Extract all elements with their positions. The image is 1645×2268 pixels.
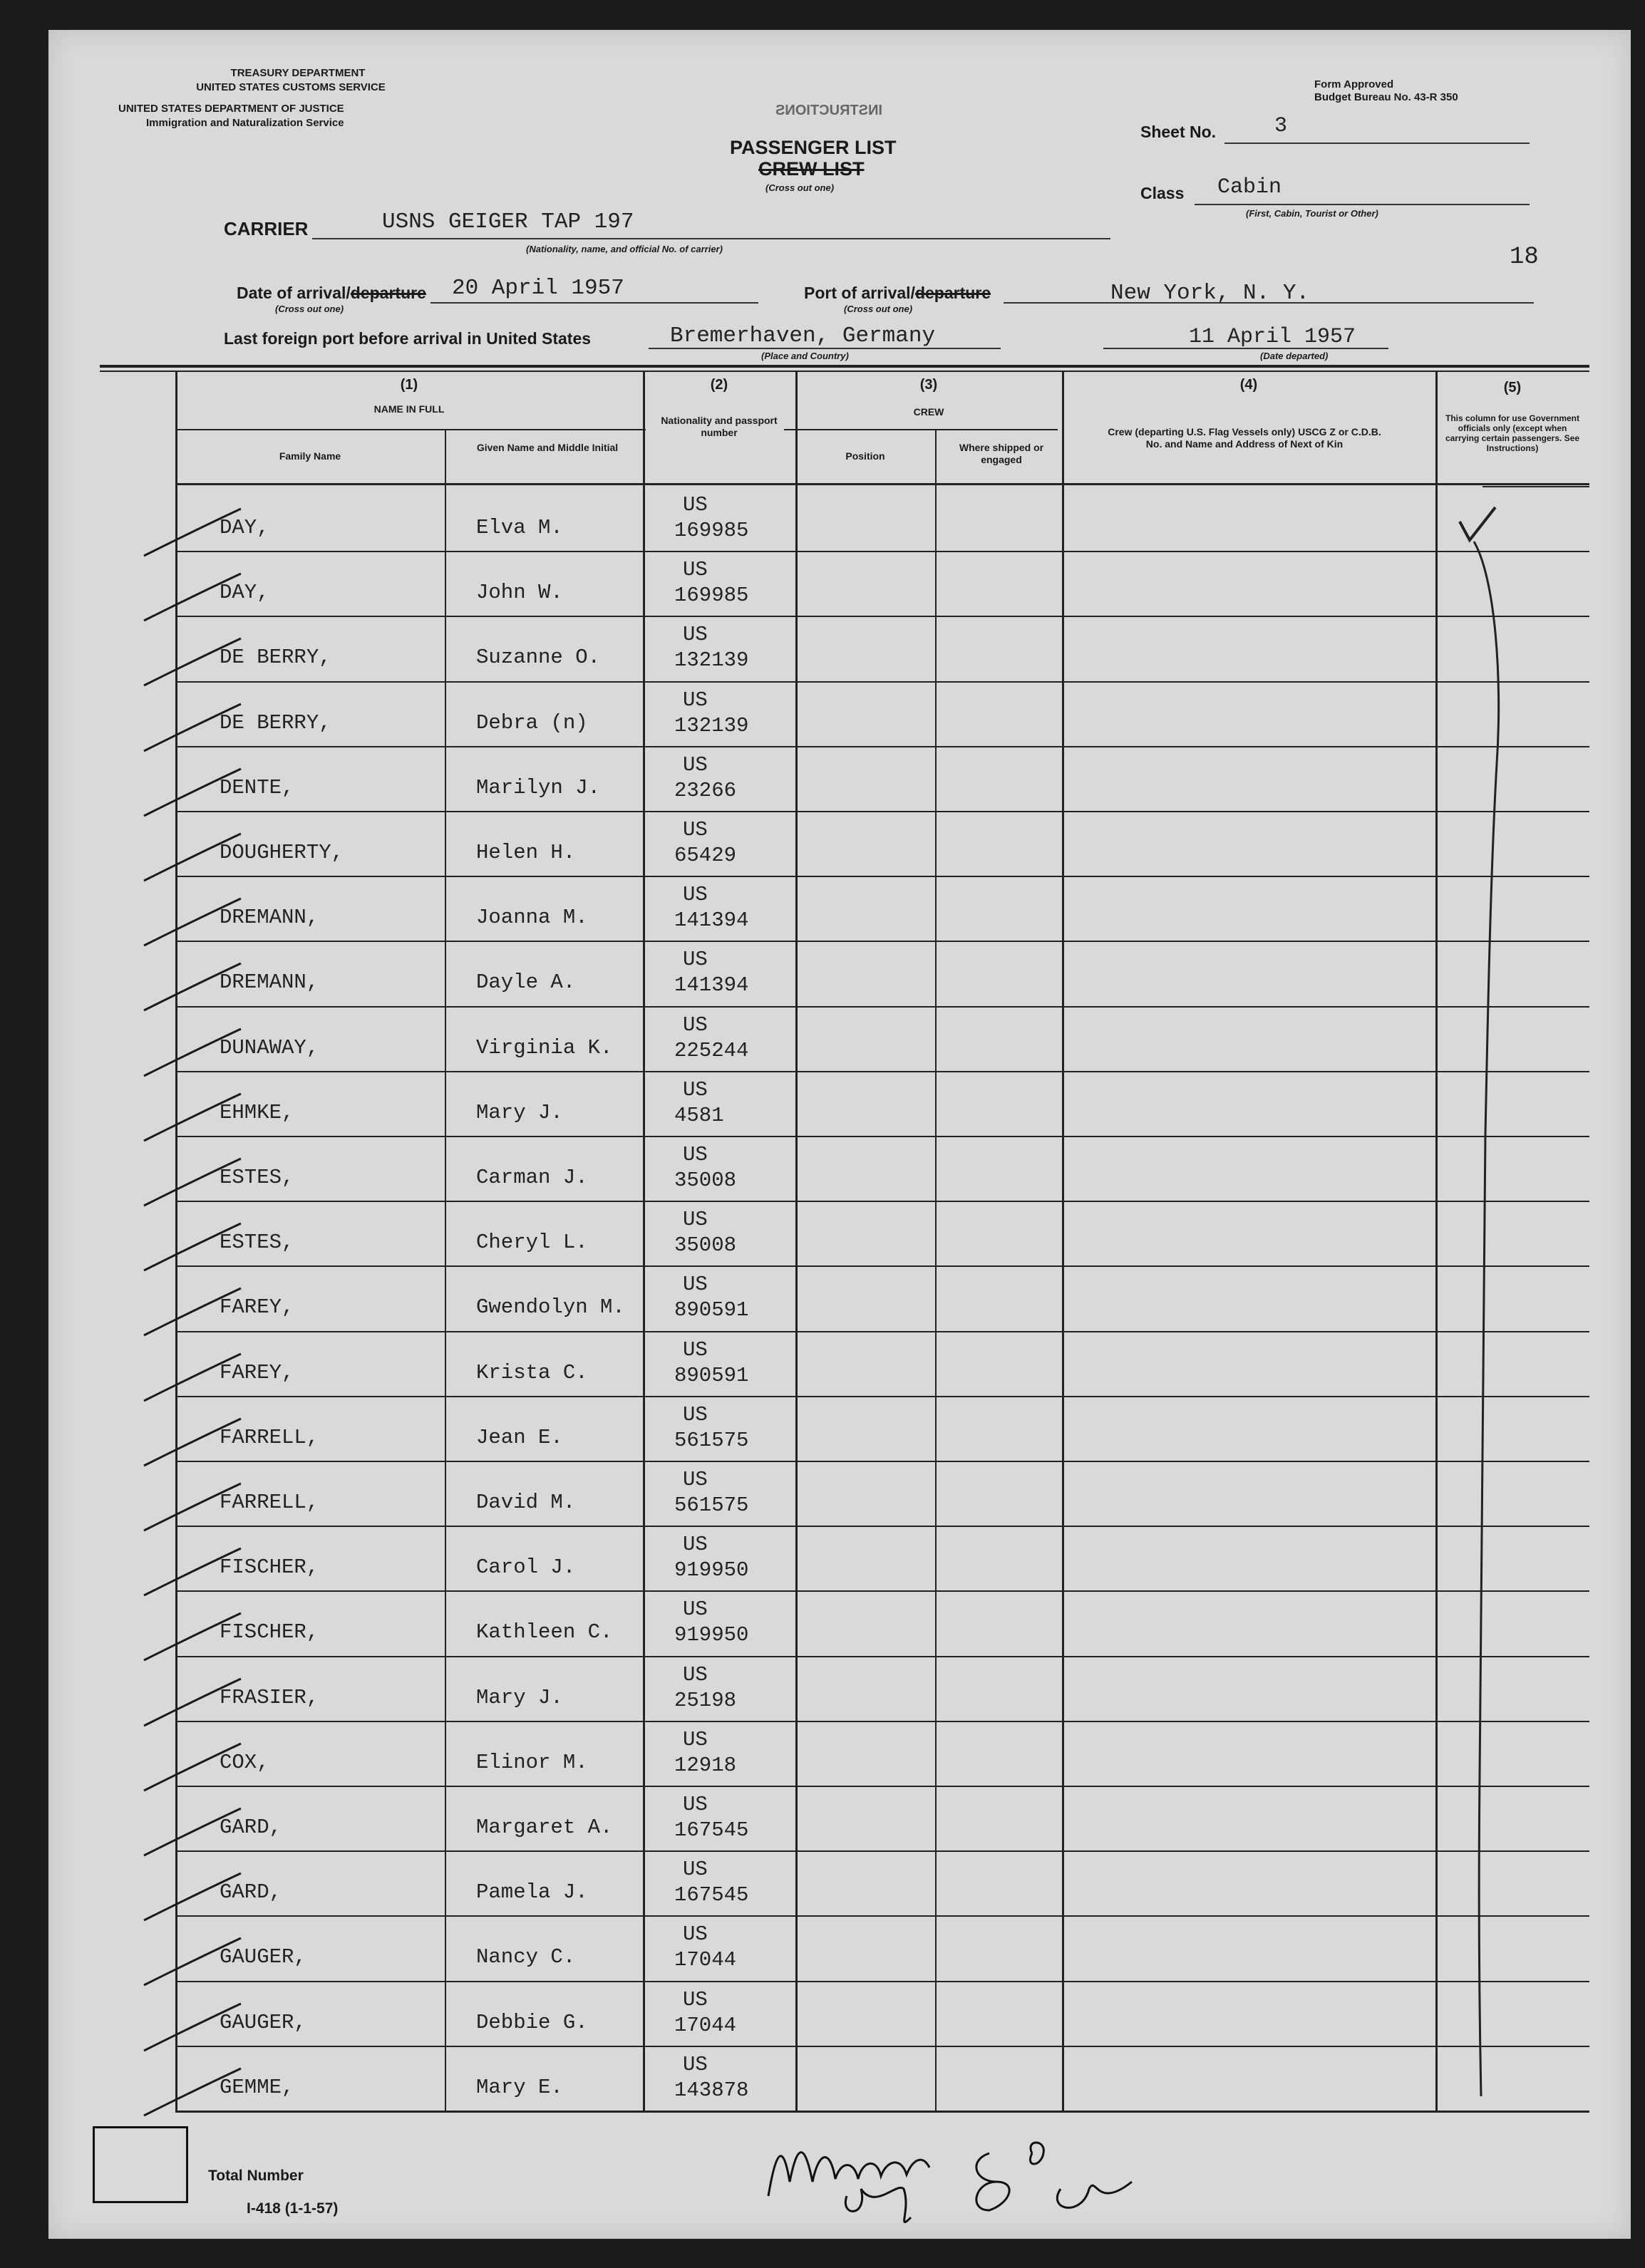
handwritten-note bbox=[761, 2111, 1203, 2235]
agency-line-2: UNITED STATES CUSTOMS SERVICE bbox=[196, 81, 386, 93]
page-number: 18 bbox=[1510, 244, 1539, 271]
table-row bbox=[48, 1915, 1589, 1980]
nationality: US bbox=[683, 1533, 708, 1557]
last-port-value: Bremerhaven, Germany bbox=[670, 323, 936, 348]
family-name: FARRELL, bbox=[220, 1425, 319, 1449]
passport-number: 919950 bbox=[674, 1558, 749, 1583]
col1-family: Family Name bbox=[279, 450, 341, 462]
nationality: US bbox=[683, 1208, 708, 1232]
given-name: Krista C. bbox=[476, 1360, 588, 1384]
budget-bureau: Budget Bureau No. 43-R 350 bbox=[1314, 91, 1458, 103]
date-label: Date of arrival/departure bbox=[237, 284, 426, 302]
carrier-value: USNS GEIGER TAP 197 bbox=[382, 209, 634, 234]
given-name: Elva M. bbox=[476, 516, 563, 539]
table-row bbox=[48, 551, 1589, 616]
family-name: GEMME, bbox=[220, 2075, 294, 2099]
passport-number: 561575 bbox=[674, 1493, 749, 1517]
given-name: Helen H. bbox=[476, 841, 576, 864]
passport-number: 35008 bbox=[674, 1169, 737, 1192]
passport-number: 167545 bbox=[674, 1818, 749, 1842]
table-row bbox=[48, 1136, 1589, 1201]
family-name: DREMANN, bbox=[220, 970, 319, 995]
family-name: ESTES, bbox=[220, 1231, 294, 1255]
nationality: US bbox=[683, 752, 708, 777]
given-name: Suzanne O. bbox=[476, 646, 601, 670]
family-name: DAY, bbox=[220, 516, 269, 539]
passport-number: 890591 bbox=[674, 1363, 749, 1387]
col3-title: CREW bbox=[913, 406, 944, 418]
given-name: Dayle A. bbox=[476, 970, 576, 995]
passport-number: 919950 bbox=[674, 1623, 749, 1647]
given-name: Pamela J. bbox=[476, 1880, 588, 1905]
table-row bbox=[48, 1786, 1589, 1850]
col3-shipped: Where shipped or engaged bbox=[959, 442, 1044, 465]
family-name: FRASIER, bbox=[220, 1685, 319, 1709]
family-name: COX, bbox=[220, 1750, 269, 1774]
family-name: FAREY, bbox=[220, 1295, 294, 1320]
passport-number: 169985 bbox=[674, 519, 749, 542]
instructions-mirror-text: INSTRUCTIONS bbox=[775, 103, 882, 118]
handwritten-note-signature bbox=[761, 2111, 1203, 2232]
table-row bbox=[48, 1461, 1589, 1526]
family-name: DUNAWAY, bbox=[220, 1035, 319, 1060]
last-port-label: Last foreign port before arrival in United States bbox=[224, 329, 592, 348]
passport-number: 141394 bbox=[674, 908, 749, 933]
family-name: GARD, bbox=[220, 1880, 282, 1905]
date-departed-value: 11 April 1957 bbox=[1189, 325, 1356, 349]
passport-number: 35008 bbox=[674, 1233, 737, 1258]
nationality: US bbox=[683, 1858, 708, 1882]
table-row bbox=[48, 1656, 1589, 1721]
agency-line-3: UNITED STATES DEPARTMENT OF JUSTICE bbox=[118, 103, 344, 115]
passport-number: 23266 bbox=[674, 778, 737, 802]
nationality: US bbox=[683, 558, 708, 582]
passport-number: 4581 bbox=[674, 1103, 724, 1127]
table-row bbox=[48, 1006, 1589, 1071]
total-label: Total Number bbox=[208, 2168, 304, 2184]
given-name: David M. bbox=[476, 1491, 576, 1514]
nationality: US bbox=[683, 1013, 708, 1037]
carrier-hint: (Nationality, name, and official No. of carrier) bbox=[526, 244, 723, 254]
table-row bbox=[48, 1265, 1589, 1330]
form-number: I-418 (1-1-57) bbox=[247, 2200, 339, 2217]
nationality: US bbox=[683, 1727, 708, 1751]
table-row bbox=[48, 746, 1589, 811]
nationality: US bbox=[683, 818, 708, 842]
given-name: Mary J. bbox=[476, 1100, 563, 1124]
family-name: DENTE, bbox=[220, 775, 294, 799]
table-row bbox=[48, 1201, 1589, 1265]
date-hint: (Cross out one) bbox=[275, 304, 344, 314]
table-row bbox=[48, 1590, 1589, 1655]
col1-given: Given Name and Middle Initial bbox=[476, 442, 619, 453]
class-value: Cabin bbox=[1217, 175, 1282, 200]
table-row bbox=[48, 1850, 1589, 1915]
table-row bbox=[48, 1721, 1589, 1786]
col3-position: Position bbox=[845, 450, 885, 462]
family-name: GAUGER, bbox=[220, 2010, 306, 2034]
port-hint: (Cross out one) bbox=[844, 304, 913, 314]
given-name: Carman J. bbox=[476, 1166, 588, 1189]
col1-number: (1) bbox=[400, 377, 418, 393]
date-departed-hint: (Date departed) bbox=[1260, 351, 1329, 361]
passport-number: 25198 bbox=[674, 1688, 737, 1712]
family-name: ESTES, bbox=[220, 1166, 294, 1189]
nationality: US bbox=[683, 1337, 708, 1362]
given-name: Jean E. bbox=[476, 1425, 563, 1449]
table-row bbox=[48, 1331, 1589, 1396]
col2-title: Nationality and passport number bbox=[661, 415, 778, 438]
family-name: EHMKE, bbox=[220, 1100, 294, 1124]
form-sheet bbox=[48, 30, 1631, 2239]
table-row bbox=[48, 1396, 1589, 1461]
passport-number: 141394 bbox=[674, 973, 749, 998]
given-name: Joanna M. bbox=[476, 906, 588, 930]
passport-number: 143878 bbox=[674, 2078, 749, 2102]
family-name: FISCHER, bbox=[220, 1620, 319, 1645]
given-name: Carol J. bbox=[476, 1555, 576, 1580]
passport-number: 17044 bbox=[674, 2013, 737, 2037]
nationality: US bbox=[683, 1987, 708, 2011]
passport-number: 17044 bbox=[674, 1948, 737, 1972]
nationality: US bbox=[683, 1077, 708, 1102]
given-name: Nancy C. bbox=[476, 1945, 576, 1969]
col4-number: (4) bbox=[1239, 377, 1258, 393]
given-name: Elinor M. bbox=[476, 1750, 588, 1774]
given-name: Margaret A. bbox=[476, 1816, 613, 1839]
class-hint: (First, Cabin, Tourist or Other) bbox=[1246, 208, 1378, 219]
given-name: Mary J. bbox=[476, 1685, 563, 1709]
passport-number: 132139 bbox=[674, 713, 749, 737]
family-name: FISCHER, bbox=[220, 1555, 319, 1580]
given-name: Virginia K. bbox=[476, 1035, 613, 1060]
passport-number: 225244 bbox=[674, 1038, 749, 1062]
family-name: FARRELL, bbox=[220, 1491, 319, 1514]
given-name: Gwendolyn M. bbox=[476, 1295, 625, 1320]
given-name: Debbie G. bbox=[476, 2010, 588, 2034]
given-name: Marilyn J. bbox=[476, 775, 601, 799]
given-name: Debra (n) bbox=[476, 710, 588, 735]
family-name: DOUGHERTY, bbox=[220, 841, 344, 864]
nationality: US bbox=[683, 1793, 708, 1816]
family-name: DAY, bbox=[220, 581, 269, 605]
nationality: US bbox=[683, 1662, 708, 1687]
review-checkmark bbox=[1445, 493, 1545, 2103]
passport-number: 65429 bbox=[674, 844, 737, 867]
passport-number: 561575 bbox=[674, 1428, 749, 1452]
tally-mark bbox=[141, 2060, 248, 2124]
table-row bbox=[48, 1071, 1589, 1136]
table-row bbox=[48, 876, 1589, 941]
class-label: Class bbox=[1140, 184, 1185, 202]
passport-number: 890591 bbox=[674, 1298, 749, 1322]
total-number-box bbox=[93, 2126, 188, 2203]
nationality: US bbox=[683, 1273, 708, 1297]
table-row bbox=[48, 1526, 1589, 1590]
nationality: US bbox=[683, 493, 708, 517]
table-row bbox=[48, 486, 1589, 551]
title-crew-list: CREW LIST bbox=[758, 158, 865, 180]
col2-number: (2) bbox=[710, 377, 728, 393]
passport-number: 132139 bbox=[674, 648, 749, 673]
nationality: US bbox=[683, 1468, 708, 1491]
agency-line-1: TREASURY DEPARTMENT bbox=[230, 67, 366, 79]
nationality: US bbox=[683, 688, 708, 712]
carrier-label: CARRIER bbox=[224, 218, 309, 239]
given-name: Mary E. bbox=[476, 2075, 563, 2099]
passport-number: 167545 bbox=[674, 1883, 749, 1907]
nationality: US bbox=[683, 623, 708, 647]
agency-line-4: Immigration and Naturalization Service bbox=[146, 117, 344, 129]
table-row bbox=[48, 941, 1589, 1005]
given-name: John W. bbox=[476, 581, 563, 605]
date-value: 20 April 1957 bbox=[452, 276, 624, 301]
table-row bbox=[48, 681, 1589, 746]
port-label: Port of arrival/departure bbox=[804, 284, 991, 302]
sheet-value: 3 bbox=[1274, 114, 1288, 138]
nationality: US bbox=[683, 1598, 708, 1622]
col4-title: Crew (departing U.S. Flag Vessels only) USCG Z or C.D.B. No. and Name and Address of Next of Kin bbox=[1108, 426, 1381, 450]
title-passenger-list: PASSENGER LIST bbox=[730, 137, 897, 158]
family-name: FAREY, bbox=[220, 1360, 294, 1384]
passport-number: 169985 bbox=[674, 584, 749, 608]
col3-number: (3) bbox=[919, 377, 938, 393]
nationality: US bbox=[683, 883, 708, 907]
table-row bbox=[48, 616, 1589, 680]
table-row bbox=[48, 1981, 1589, 2046]
passport-number: 12918 bbox=[674, 1753, 737, 1777]
col5-number: (5) bbox=[1503, 380, 1522, 395]
family-name: DE BERRY, bbox=[220, 710, 331, 735]
col5-title: This column for use Government officials only (except when carrying certain passengers. See Instructions) bbox=[1445, 413, 1580, 453]
nationality: US bbox=[683, 1402, 708, 1426]
col1-title: NAME IN FULL bbox=[373, 403, 445, 415]
cross-out-hint: (Cross out one) bbox=[765, 182, 835, 193]
family-name: GAUGER, bbox=[220, 1945, 306, 1969]
given-name: Kathleen C. bbox=[476, 1620, 613, 1645]
table-row bbox=[48, 811, 1589, 876]
nationality: US bbox=[683, 1143, 708, 1166]
last-port-hint: (Place and Country) bbox=[761, 351, 849, 361]
form-approved: Form Approved bbox=[1314, 78, 1394, 90]
sheet-label: Sheet No. bbox=[1140, 123, 1217, 141]
nationality: US bbox=[683, 2052, 708, 2076]
family-name: DE BERRY, bbox=[220, 646, 331, 670]
nationality: US bbox=[683, 948, 708, 972]
family-name: DREMANN, bbox=[220, 906, 319, 930]
family-name: GARD, bbox=[220, 1816, 282, 1839]
nationality: US bbox=[683, 1922, 708, 1947]
table-row bbox=[48, 2046, 1589, 2111]
given-name: Cheryl L. bbox=[476, 1231, 588, 1255]
port-value: New York, N. Y. bbox=[1110, 281, 1310, 306]
